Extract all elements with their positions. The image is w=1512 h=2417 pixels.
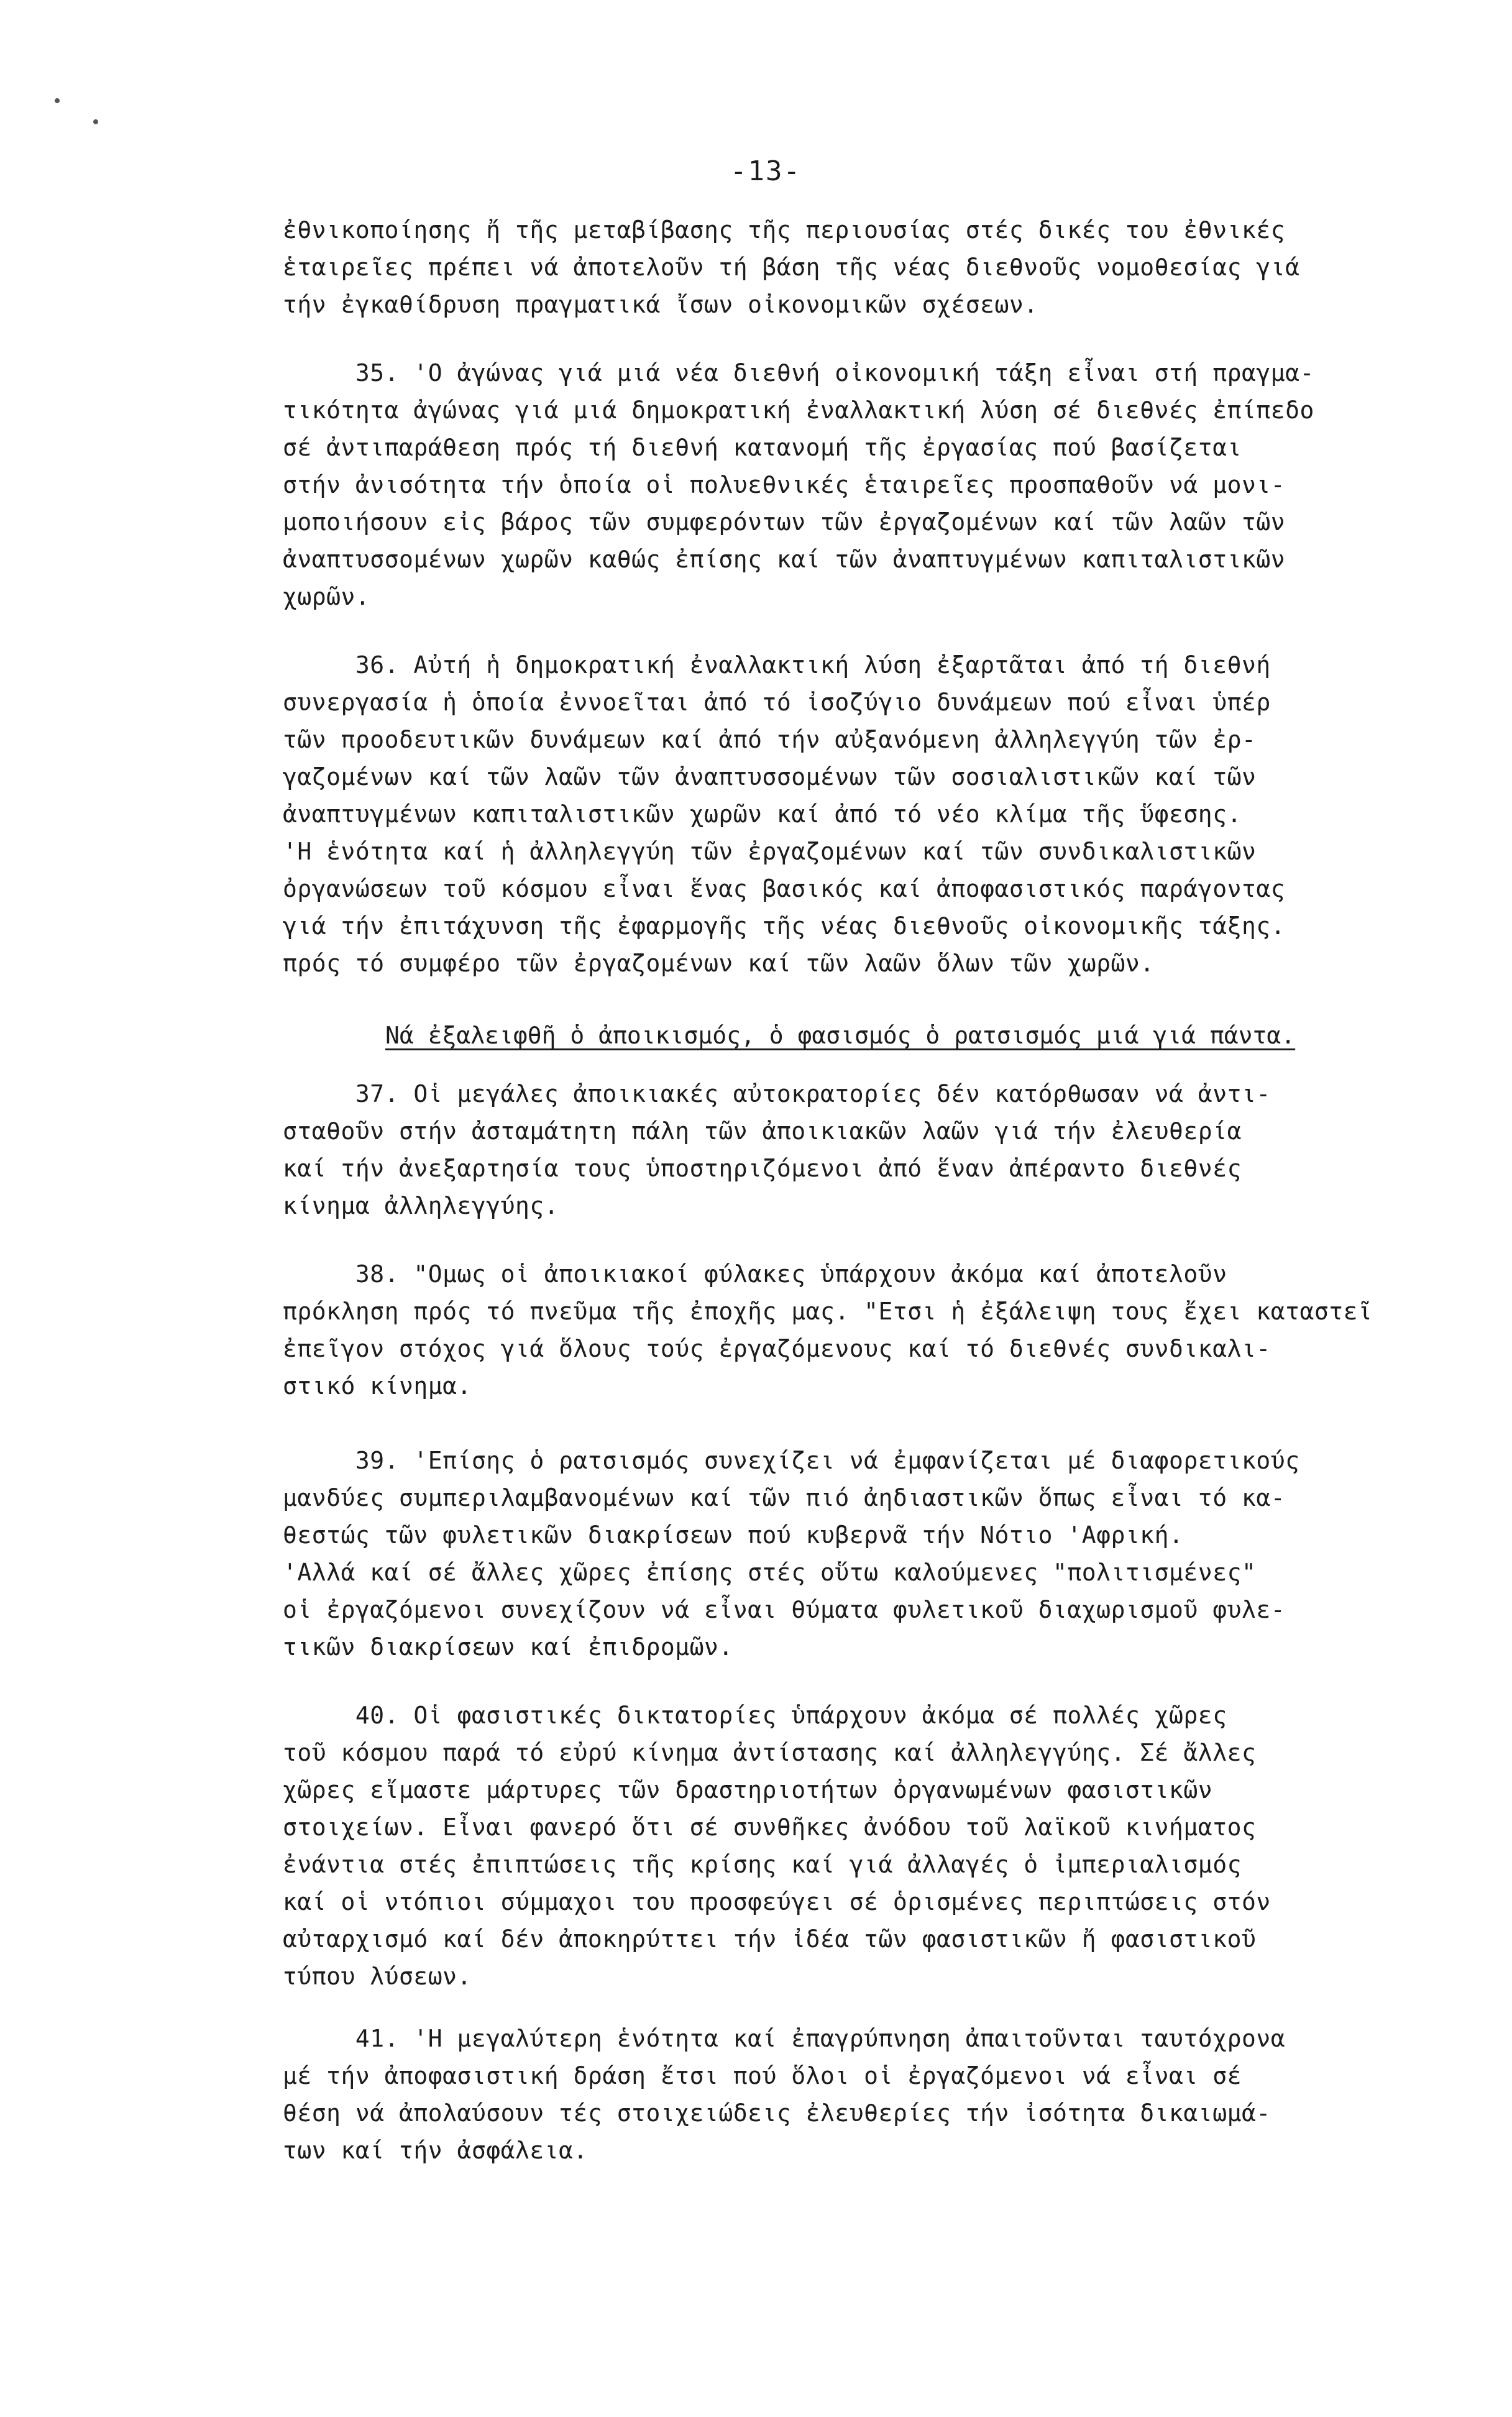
text-line: γιά τήν ἐπιτάχυνση τῆς ἐφαρμογῆς τῆς νέας διεθνοῦς οἰκονομικῆς τάξης.	[283, 912, 1286, 940]
text-line: μέ τήν ἀποφασιστική δράση ἔτσι πού ὅλοι οἱ ἐργαζόμενοι νά εἶναι σέ	[283, 2062, 1242, 2089]
text-line: στοιχείων. Εἶναι φανερό ὅτι σέ συνθῆκες ἀνόδου τοῦ λαϊκοῦ κινήματος	[283, 1814, 1257, 1841]
text-line: 39. 'Επίσης ὁ ρατσισμός συνεχίζει νά ἐμφανίζεται μέ διαφορετικούς	[283, 1447, 1300, 1474]
text-line: ἐνάντια στές ἐπιπτώσεις τῆς κρίσης καί γιά ἀλλαγές ὁ ἰμπεριαλισμός	[283, 1851, 1242, 1878]
text-line: ἐπεῖγον στόχος γιά ὅλους τούς ἐργαζόμενους καί τό διεθνές συνδικαλι-	[283, 1335, 1271, 1362]
text-line: 40. Οἱ φασιστικές δικτατορίες ὑπάρχουν ἀκόμα σέ πολλές χῶρες	[283, 1702, 1227, 1729]
text-line: χῶρες εἴμαστε μάρτυρες τῶν δραστηριοτήτων ὀργανωμένων φασιστικῶν	[283, 1776, 1213, 1804]
text-line: θεστώς τῶν φυλετικῶν διακρίσεων πού κυβερνᾶ τήν Νότιο 'Αφρική.	[283, 1521, 1184, 1549]
text-line: χωρῶν.	[283, 583, 370, 610]
text-line: πρόκληση πρός τό πνεῦμα τῆς ἐποχῆς μας. "Ετσι ἡ ἐξάλειψη τους ἔχει καταστεῖ	[283, 1298, 1373, 1325]
paragraph-40	[283, 1697, 1401, 1995]
text-line: καί οἱ ντόπιοι σύμμαχοι του προσφεύγει σέ ὁρισμένες περιπτώσεις στόν	[283, 1888, 1271, 1915]
text-line: πρός τό συμφέρο τῶν ἐργαζομένων καί τῶν λαῶν ὅλων τῶν χωρῶν.	[283, 950, 1155, 977]
paragraph-41	[283, 2020, 1401, 2169]
text-line: γαζομένων καί τῶν λαῶν τῶν ἀναπτυσσομένων τῶν σοσιαλιστικῶν καί τῶν	[283, 763, 1257, 791]
paragraph-35	[283, 354, 1401, 615]
text-line: 'Αλλά καί σέ ἄλλες χῶρες ἐπίσης στές οὕτω καλούμενες "πολιτισμένες"	[283, 1559, 1257, 1586]
paragraph-intro	[283, 211, 1401, 323]
text-line: τικότητα ἀγώνας γιά μιά δημοκρατική ἐναλλακτική λύση σέ διεθνές ἐπίπεδο	[283, 397, 1314, 424]
scan-speck	[93, 119, 98, 124]
text-line: 35. 'Ο ἀγώνας γιά μιά νέα διεθνή οἰκονομική τάξη εἶναι στή πραγμα-	[283, 359, 1314, 387]
text-line: σέ ἀντιπαράθεση πρός τή διεθνή κατανομή τῆς ἐργασίας πού βασίζεται	[283, 434, 1242, 461]
section-heading: Νά ἐξαλειφθῆ ὁ ἀποικισμός, ὁ φασισμός ὁ ρατσισμός μιά γιά πάντα.	[385, 1022, 1296, 1049]
paragraph-38	[283, 1255, 1401, 1405]
text-line: τοῦ κόσμου παρά τό εὐρύ κίνημα ἀντίστασης καί ἀλληλεγγύης. Σέ ἄλλες	[283, 1739, 1257, 1766]
text-line: τήν ἐγκαθίδρυση πραγματικά ἴσων οἰκονομικῶν σχέσεων.	[283, 291, 1038, 318]
paragraph-39	[283, 1442, 1401, 1666]
text-line: αὐταρχισμό καί δέν ἀποκηρύττει τήν ἰδέα τῶν φασιστικῶν ἤ φασιστικοῦ	[283, 1925, 1257, 1953]
text-line: 38. "Ομως οἱ ἀποικιακοί φύλακες ὑπάρχουν ἀκόμα καί ἀποτελοῦν	[283, 1260, 1227, 1288]
text-line: μοποιήσουν εἰς βάρος τῶν συμφερόντων τῶν ἐργαζομένων καί τῶν λαῶν τῶν	[283, 508, 1286, 536]
text-line: 'Η ἑνότητα καί ἡ ἀλληλεγγύη τῶν ἐργαζομένων καί τῶν συνδικαλιστικῶν	[283, 838, 1257, 865]
text-line: 37. Οἱ μεγάλες ἀποικιακές αὐτοκρατορίες δέν κατόρθωσαν νά ἀντι-	[283, 1080, 1271, 1108]
page-number: -13-	[730, 155, 801, 187]
text-line: στικό κίνημα.	[283, 1372, 472, 1400]
text-line: ὀργανώσεων τοῦ κόσμου εἶναι ἕνας βασικός καί ἀποφασιστικός παράγοντας	[283, 875, 1286, 902]
text-line: τικῶν διακρίσεων καί ἐπιδρομῶν.	[283, 1633, 733, 1661]
text-line: κίνημα ἀλληλεγγύης.	[283, 1192, 559, 1219]
text-line: 36. Αὐτή ἡ δημοκρατική ἐναλλακτική λύση ἐξαρτᾶται ἀπό τή διεθνή	[283, 651, 1271, 679]
text-line: συνεργασία ἡ ὁποία ἐννοεῖται ἀπό τό ἰσοζύγιο δυνάμεων πού εἶναι ὑπέρ	[283, 689, 1271, 716]
text-line: τύπου λύσεων.	[283, 1963, 472, 1990]
text-line: τῶν προοδευτικῶν δυνάμεων καί ἀπό τήν αὐξανόμενη ἀλληλεγγύη τῶν ἐρ-	[283, 726, 1257, 753]
text-line: 41. 'Η μεγαλύτερη ἑνότητα καί ἐπαγρύπνηση ἀπαιτοῦνται ταυτόχρονα	[283, 2025, 1286, 2052]
text-line: ἀναπτυσσομένων χωρῶν καθώς ἐπίσης καί τῶν ἀναπτυγμένων καπιταλιστικῶν	[283, 546, 1286, 573]
text-line: μανδύες συμπεριλαμβανομένων καί τῶν πιό ἀηδιαστικῶν ὅπως εἶναι τό κα-	[283, 1484, 1286, 1511]
text-line: καί τήν ἀνεξαρτησία τους ὑποστηριζόμενοι ἀπό ἕναν ἀπέραντο διεθνές	[283, 1155, 1242, 1182]
text-line: ἑταιρεῖες πρέπει νά ἀποτελοῦν τή βάση τῆς νέας διεθνοῦς νομοθεσίας γιά	[283, 254, 1300, 281]
text-line: σταθοῦν στήν ἀσταμάτητη πάλη τῶν ἀποικιακῶν λαῶν γιά τήν ἐλευθερία	[283, 1117, 1242, 1145]
text-line: στήν ἀνισότητα τήν ὁποία οἱ πολυεθνικές ἑταιρεῖες προσπαθοῦν νά μονι-	[283, 471, 1286, 498]
text-line: θέση νά ἀπολαύσουν τές στοιχειώδεις ἐλευθερίες τήν ἰσότητα δικαιωμά-	[283, 2099, 1271, 2127]
paragraph-37	[283, 1075, 1401, 1224]
text-line: ἀναπτυγμένων καπιταλιστικῶν χωρῶν καί ἀπό τό νέο κλίμα τῆς ὕφεσης.	[283, 800, 1242, 828]
text-line: ἐθνικοποίησης ἤ τῆς μεταβίβασης τῆς περιουσίας στές δικές του ἐθνικές	[283, 216, 1286, 244]
text-line: οἱ ἐργαζόμενοι συνεχίζουν νά εἶναι θύματα φυλετικοῦ διαχωρισμοῦ φυλε-	[283, 1596, 1286, 1623]
scan-speck	[55, 98, 60, 103]
text-line: των καί τήν ἀσφάλεια.	[283, 2137, 588, 2164]
paragraph-36	[283, 646, 1401, 982]
